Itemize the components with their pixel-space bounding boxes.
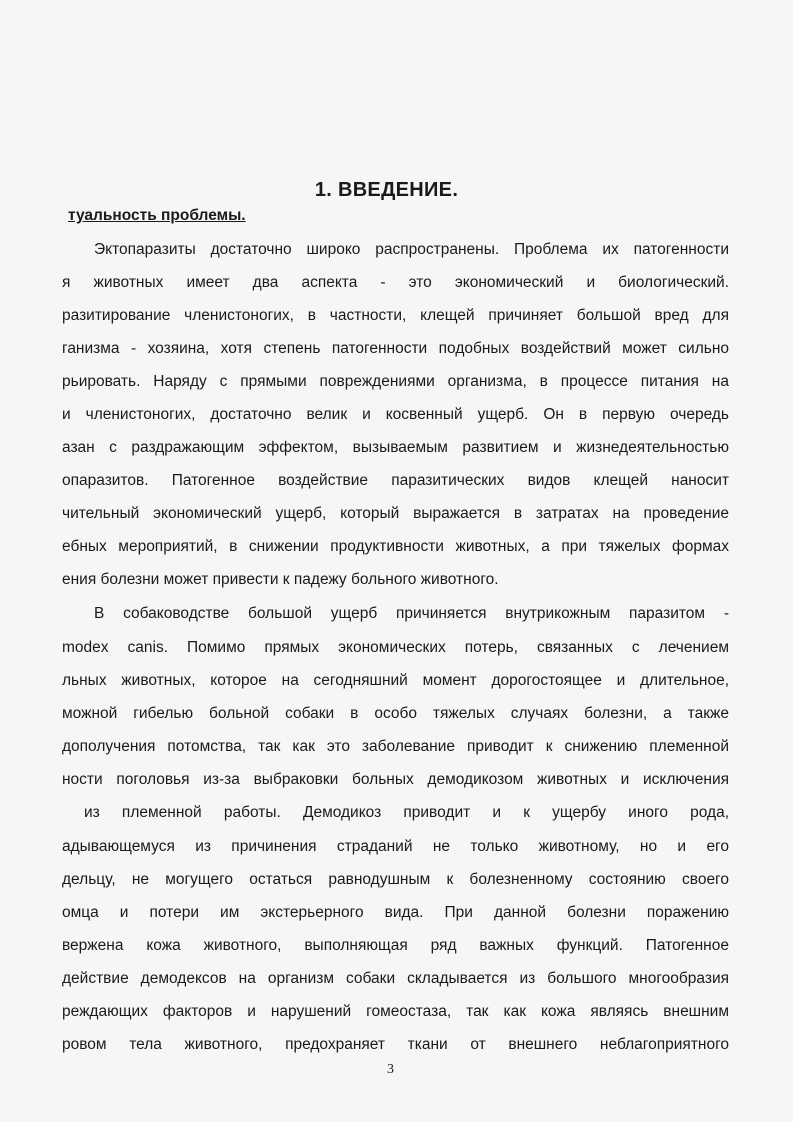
text-line: я животных имеет два аспекта - это экономический и биологический. bbox=[62, 274, 729, 291]
page-number: 3 bbox=[387, 1062, 394, 1077]
text-line: вержена кожа животного, выполняющая ряд важных функций. Патогенное bbox=[62, 937, 729, 954]
text-line: льных животных, которое на сегодняшний момент дорогостоящее и длительное, bbox=[62, 672, 729, 689]
text-line: чительный экономический ущерб, который выражается в затратах на проведение bbox=[62, 505, 729, 522]
text-line: дополучения потомства, так как это заболевание приводит к снижению племенной bbox=[62, 738, 729, 755]
text-line: modex canis. Помимо прямых экономических потерь, связанных с лечением bbox=[62, 639, 729, 656]
text-line: ности поголовья из-за выбраковки больных демодикозом животных и исключения bbox=[62, 771, 729, 788]
text-line: рьировать. Наряду с прямыми повреждениями организма, в процессе питания на bbox=[62, 373, 729, 390]
text-line: омца и потери им экстерьерного вида. При данной болезни поражению bbox=[62, 904, 729, 921]
text-line: и членистоногих, достаточно велик и косвенный ущерб. Он в первую очередь bbox=[62, 406, 729, 423]
text-line: опаразитов. Патогенное воздействие паразитических видов клещей наносит bbox=[62, 472, 729, 489]
text-line: ганизма - хозяина, хотя степень патогенности подобных воздействий может сильно bbox=[62, 340, 729, 357]
text-line: ровом тела животного, предохраняет ткани от внешнего неблагоприятного bbox=[62, 1036, 729, 1053]
text-line: реждающих факторов и нарушений гомеостаза, так как кожа являясь внешним bbox=[62, 1003, 729, 1020]
text-line: дельцу, не могущего остаться равнодушным к болезненному состоянию своего bbox=[62, 871, 729, 888]
text-line: ения болезни может привести к падежу больного животного. bbox=[62, 571, 499, 588]
text-line: Эктопаразиты достаточно широко распространены. Проблема их патогенности bbox=[94, 241, 729, 258]
text-line: азан с раздражающим эффектом, вызываемым развитием и жизнедеятельностью bbox=[62, 439, 729, 456]
text-line: адывающемуся из причинения страданий не только животному, но и его bbox=[62, 838, 729, 855]
text-line: разитирование членистоногих, в частности, клещей причиняет большой вред для bbox=[62, 307, 729, 324]
text-line: действие демодексов на организм собаки складывается из большого многообразия bbox=[62, 970, 729, 987]
text-line: В собаководстве большой ущерб причиняется внутрикожным паразитом - bbox=[94, 605, 729, 622]
text-line: из племенной работы. Демодикоз приводит и к ущербу иного рода, bbox=[84, 804, 729, 821]
section-heading: туальность проблемы. bbox=[68, 207, 246, 224]
text-line: ебных мероприятий, в снижении продуктивности животных, а при тяжелых формах bbox=[62, 538, 729, 555]
page-title: 1. ВВЕДЕНИЕ. bbox=[314, 179, 459, 201]
text-line: можной гибелью больной собаки в особо тяжелых случаях болезни, а также bbox=[62, 705, 729, 722]
